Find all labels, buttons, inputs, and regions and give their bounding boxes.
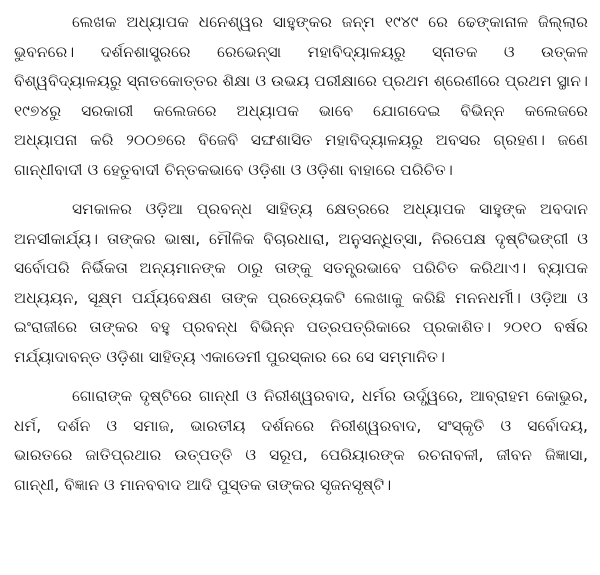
text-line: ୧୯୭୪ରୁ ସରକାରୀ କଲେଜରେ ଅଧ୍ୟାପକ ଭାବେ ଯୋଗଦେଇ ବିଭିନ୍ନ କଲେଜରେ [14,101,588,120]
text-line: ଭୁବନରେ। ଦର୍ଶନଶାସ୍ତ୍ରରେ ରେଭେନ୍ସା ମହାବିଦ୍ୟାଳୟରୁ ସ୍ନାତକ ଓ ଉତ୍କଳ [14,42,588,61]
text-line: ଭାରତରେ ଜାତିପ୍ରଥାର ଉତ୍ପତ୍ତି ଓ ସରୂପ, ପେରିୟାରଙ୍କ ରଚନାବଳୀ, ଜୀବନ ଜିଜ୍ଞାସା, [14,446,588,464]
paragraph-biography [14,8,588,185]
text-line: ଅଧ୍ୟୟନ, ସୂକ୍ଷ୍ମ ପର୍ଯ୍ୟବେକ୍ଷଣ ତାଙ୍କ ପ୍ରତ୍ୟେକଟି ଲେଖାକୁ କରିଛି ମନନଧର୍ମୀ। ଓଡ଼ିଆ ଓ [14,288,588,307]
paragraph-contribution [14,195,588,372]
text-line: ସମକାଳର ଓଡ଼ିଆ ପ୍ରବନ୍ଧ ସାହିତ୍ୟ କ୍ଷେତ୍ରରେ ଅଧ୍ୟାପକ ସାହୁଙ୍କ ଅବଦାନ [72,200,588,218]
text-line: ଇଂରାଜୀରେ ତାଙ୍କର ବହୁ ପ୍ରବନ୍ଧ ବିଭିନ୍ନ ପତ୍ରପତ୍ରିକାରେ ପ୍ରକାଶିତ। ୨୦୧୦ ବର୍ଷର [14,318,588,336]
paragraph-works [14,382,588,500]
text-line: ଅଧ୍ୟାପନା କରି ୨୦୦୭ରେ ବିଜେବି ସଙ୍ଘଶାସିତ ମହାବିଦ୍ୟାଳୟରୁ ଅବସର ଗ୍ରହଣ। ଜଣେ [14,131,588,149]
text-line: ଲେଖକ ଅଧ୍ୟାପକ ଧନେଶ୍ୱର ସାହୁଙ୍କର ଜନ୍ମ ୧୯୪୯ ରେ ଢେଙ୍କାନାଳ ଜିଲ୍ଲାର [72,13,588,31]
text-line: ସର୍ବୋପରି ନିର୍ଭିକତା ଅନ୍ୟମାନଙ୍କ ଠାରୁ ତାଙ୍କୁ ସତନ୍ତ୍ରଭାବେ ପରିଚିତ କରିଥାଏ। ବ୍ୟାପକ [14,259,588,277]
text-line: ଅନସୀକାର୍ଯ୍ୟ। ତାଙ୍କର ଭାଷା, ମୌଳିକ ବିଚାରଧାରା, ଅନୁସନ୍ଧିତ୍ସା, ନିରପେକ୍ଷ ଦୃଷ୍ଟିଭଙ୍ଗୀ ଓ [14,229,588,248]
text-line: ଗୋରାଙ୍କ ଦୃଷ୍ଟିରେ ଗାନ୍ଧୀ ଓ ନିରୀଶ୍ୱରବାଦ, ଧର୍ମର ଉର୍ଦ୍ଧ୍ୱରେ, ଆବ୍ରାହମ କୋଭୁର, [72,387,588,405]
text-line: ଧର୍ମ, ଦର୍ଶନ ଓ ସମାଜ, ଭାରତୀୟ ଦର୍ଶନରେ ନିରୀଶ୍ୱରବାଦ, ସଂସ୍କୃତି ଓ ସର୍ବୋଦୟ, [14,416,588,435]
document-page [14,8,588,568]
text-line: ଗାନ୍ଧୀ, ବିଜ୍ଞାନ ଓ ମାନବବାଦ ଆଦି ପୁସ୍ତକ ତାଙ୍କର ସୃଜନସୃଷ୍ଟି। [14,475,392,494]
text-line: ମର୍ଯ୍ୟାଦାବନ୍ତ ଓଡ଼ିଶା ସାହିତ୍ୟ ଏକାଡେମୀ ପୁରସ୍କାର ରେ ସେ ସମ୍ମାନିତ। [14,347,445,366]
text-line: ଗାନ୍ଧୀବାଦୀ ଓ ହେତୁବାଦୀ ଚିନ୍ତକଭାବେ ଓଡ଼ିଶା ଓ ଓଡ଼ିଶା ବାହାରେ ପରିଚିତ। [14,160,453,179]
text-line: ବିଶ୍ୱବିଦ୍ୟାଳୟରୁ ସ୍ନାତକୋତ୍ତର ଶିକ୍ଷା ଓ ଉଭୟ ପରୀକ୍ଷାରେ ପ୍ରଥମ ଶ୍ରେଣୀରେ ପ୍ରଥମ ସ୍ଥାନ। [14,72,588,90]
